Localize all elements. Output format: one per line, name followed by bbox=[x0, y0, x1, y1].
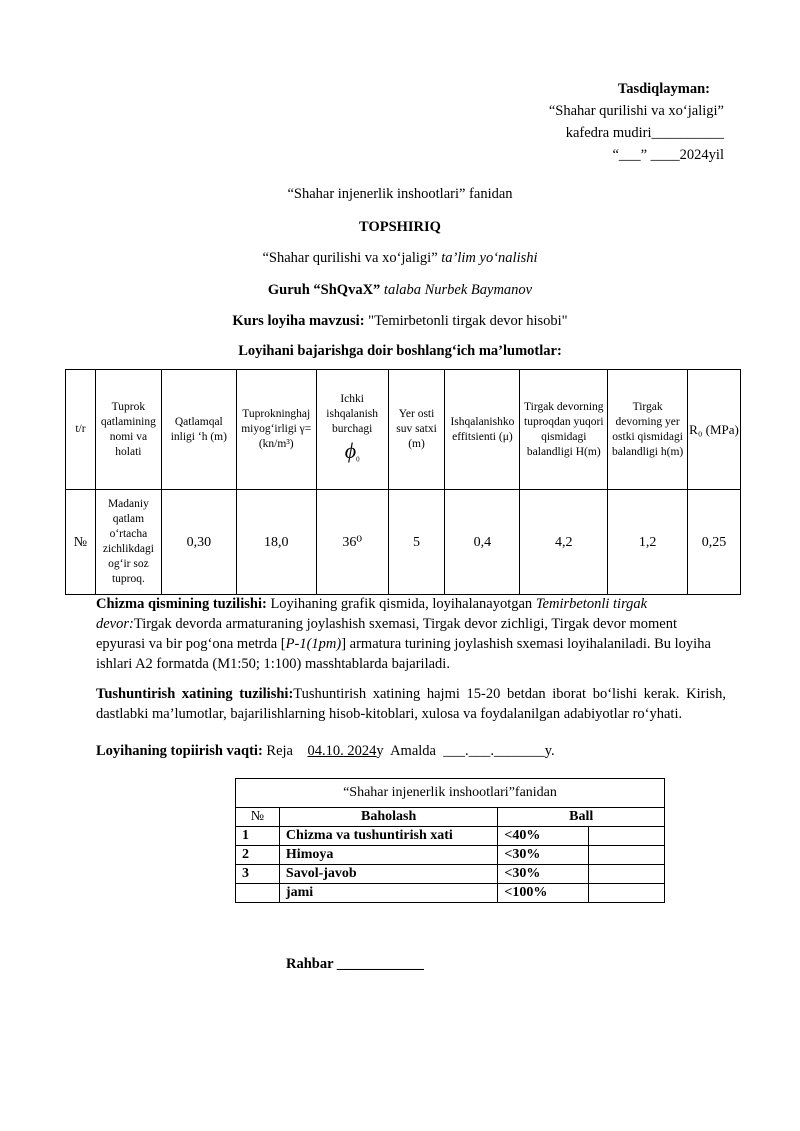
grade-title-row bbox=[236, 779, 665, 808]
parameters-table bbox=[65, 369, 741, 595]
drawing-label: Chizma qismining tuzilishi: bbox=[96, 596, 267, 612]
topic-label: Kurs loyiha mavzusi: bbox=[232, 313, 365, 329]
grade-table bbox=[235, 778, 665, 903]
deadline-actual: y Amalda ___.___._______y. bbox=[376, 743, 555, 759]
grade-empty-cell bbox=[589, 846, 665, 865]
value-cell: 5 bbox=[388, 490, 445, 595]
grade-name: Himoya bbox=[279, 846, 497, 865]
value-cell: 0,4 bbox=[445, 490, 520, 595]
drawing-italic: P-1(1pm) bbox=[285, 636, 342, 652]
grade-empty-cell bbox=[589, 884, 665, 903]
table-row bbox=[236, 827, 665, 846]
direction-name: “Shahar qurilishi va xo‘jaligi” bbox=[262, 250, 438, 266]
grade-header-ball: Ball bbox=[498, 808, 665, 827]
table-row bbox=[236, 884, 665, 903]
header-cell: Qatlamqal inligi ‘h (m) bbox=[161, 370, 236, 490]
header-cell: Tuprokninghaj miyog‘irligi γ= (kn/m³) bbox=[236, 370, 316, 490]
header-cell: Tirgak devorning yer ostki qismidagi balandligi h(m) bbox=[608, 370, 688, 490]
deadline-plan-label: Reja bbox=[262, 743, 308, 759]
grade-empty-cell bbox=[589, 865, 665, 884]
grade-ball: <30% bbox=[498, 865, 589, 884]
topic-value: "Temirbetonli tirgak devor hisobi" bbox=[368, 313, 568, 329]
grade-num bbox=[236, 884, 280, 903]
grade-num: 2 bbox=[236, 846, 280, 865]
table-row bbox=[66, 490, 741, 595]
initial-data-heading: Loyihani bajarishga doir boshlang‘ich ma’lumotlar: bbox=[238, 343, 562, 359]
grade-header-num: № bbox=[236, 808, 280, 827]
grade-num: 3 bbox=[236, 865, 280, 884]
approval-line-1: “Shahar qurilishi va xo‘jaligi” bbox=[548, 103, 724, 119]
grade-ball: <100% bbox=[498, 884, 589, 903]
value-cell: 0,30 bbox=[161, 490, 236, 595]
grade-table-title: “Shahar injenerlik inshootlari”fanidan bbox=[236, 779, 665, 808]
value-cell: 4,2 bbox=[520, 490, 608, 595]
header-cell: Tuprok qatlamining nomi va holati bbox=[95, 370, 161, 490]
value-cell: 1,2 bbox=[608, 490, 688, 595]
value-cell: № bbox=[66, 490, 96, 595]
header-cell: t/r bbox=[66, 370, 96, 490]
subject-line: “Shahar injenerlik inshootlari” fanidan bbox=[287, 186, 513, 202]
phi-header-text: Ichki ishqalanish burchagi bbox=[326, 392, 379, 435]
grade-name: jami bbox=[279, 884, 497, 903]
drawing-text: ] armatura turining joylashish sxemasi loyihalaniladi. Bu loyiha ishlari A2 formatda (M1:50; 1:100) masshtablarda bajariladi. bbox=[96, 636, 711, 672]
value-cell: 18,0 bbox=[236, 490, 316, 595]
header-cell: R₀ (MPa) bbox=[688, 370, 741, 490]
explanation-paragraph bbox=[96, 684, 726, 724]
grade-empty-cell bbox=[589, 827, 665, 846]
drawing-paragraph bbox=[96, 594, 726, 674]
phi-subscript: 0 bbox=[356, 455, 360, 464]
group-line bbox=[0, 282, 800, 299]
table-row bbox=[236, 846, 665, 865]
deadline-plan-day: 04.10. bbox=[307, 743, 344, 759]
drawing-text: Tirgak devorda armaturaning joylashish sxemasi, Tirgak devor zichligi, Tirgak devor moment epyurasi va bir pog‘ona metrda [ bbox=[96, 616, 678, 652]
table-row bbox=[236, 865, 665, 884]
header-cell: Tirgak devorning tuproqdan yuqori qismidagi balandligi H(m) bbox=[520, 370, 608, 490]
grade-ball: <30% bbox=[498, 846, 589, 865]
drawing-italic: Temirbetonli tirgak devor: bbox=[96, 596, 648, 632]
approval-line-3: “___” ____2024yil bbox=[612, 147, 724, 163]
grade-header-row bbox=[236, 808, 665, 827]
deadline-plan-year: 2024 bbox=[343, 743, 377, 759]
grade-ball: <40% bbox=[498, 827, 589, 846]
value-cell: 0,25 bbox=[688, 490, 741, 595]
deadline-line bbox=[96, 741, 726, 761]
header-cell-phi bbox=[316, 370, 388, 490]
header-cell: Ishqalanishko effitsienti (μ) bbox=[445, 370, 520, 490]
approval-line-2: kafedra mudiri__________ bbox=[565, 125, 724, 141]
direction-line bbox=[0, 250, 800, 267]
topic-line bbox=[0, 313, 800, 330]
explanation-text: Tushuntirish xatining hajmi 15-20 betdan iborat bo‘lishi kerak. Kirish, dastlabki ma’lumotlar, bajarilishlarning hisob-kitoblari, xulosa va foydalanilgan adabiyotlar ro‘yhati. bbox=[96, 686, 726, 722]
table-header-row bbox=[66, 370, 741, 490]
value-cell: 36⁰ bbox=[316, 490, 388, 595]
grade-name: Chizma va tushuntirish xati bbox=[279, 827, 497, 846]
direction-suffix: ta’lim yo‘nalishi bbox=[441, 250, 538, 266]
value-cell: Madaniy qatlam o‘rtacha zichlikdagi og‘ir soz tuproq. bbox=[95, 490, 161, 595]
approval-block bbox=[549, 78, 724, 166]
group-label: Guruh “ShQvaX” bbox=[267, 282, 381, 298]
deadline-label: Loyihaning topiirish vaqti: bbox=[96, 743, 263, 759]
student-name: talaba Nurbek Baymanov bbox=[383, 282, 533, 298]
document-title: TOPSHIRIQ bbox=[359, 219, 441, 235]
explanation-label: Tushuntirish xatining tuzilishi: bbox=[96, 686, 294, 702]
phi-symbol: ϕ bbox=[344, 437, 357, 463]
approval-title: Tasdiqlayman: bbox=[617, 81, 710, 97]
drawing-text: Loyihaning grafik qismida, loyihalanayotgan bbox=[266, 596, 536, 612]
grade-header-name: Baholash bbox=[279, 808, 497, 827]
header-cell: Yer osti suv satxi (m) bbox=[388, 370, 445, 490]
supervisor-signature: Rahbar ____________ bbox=[286, 956, 424, 972]
grade-num: 1 bbox=[236, 827, 280, 846]
grade-name: Savol-javob bbox=[279, 865, 497, 884]
